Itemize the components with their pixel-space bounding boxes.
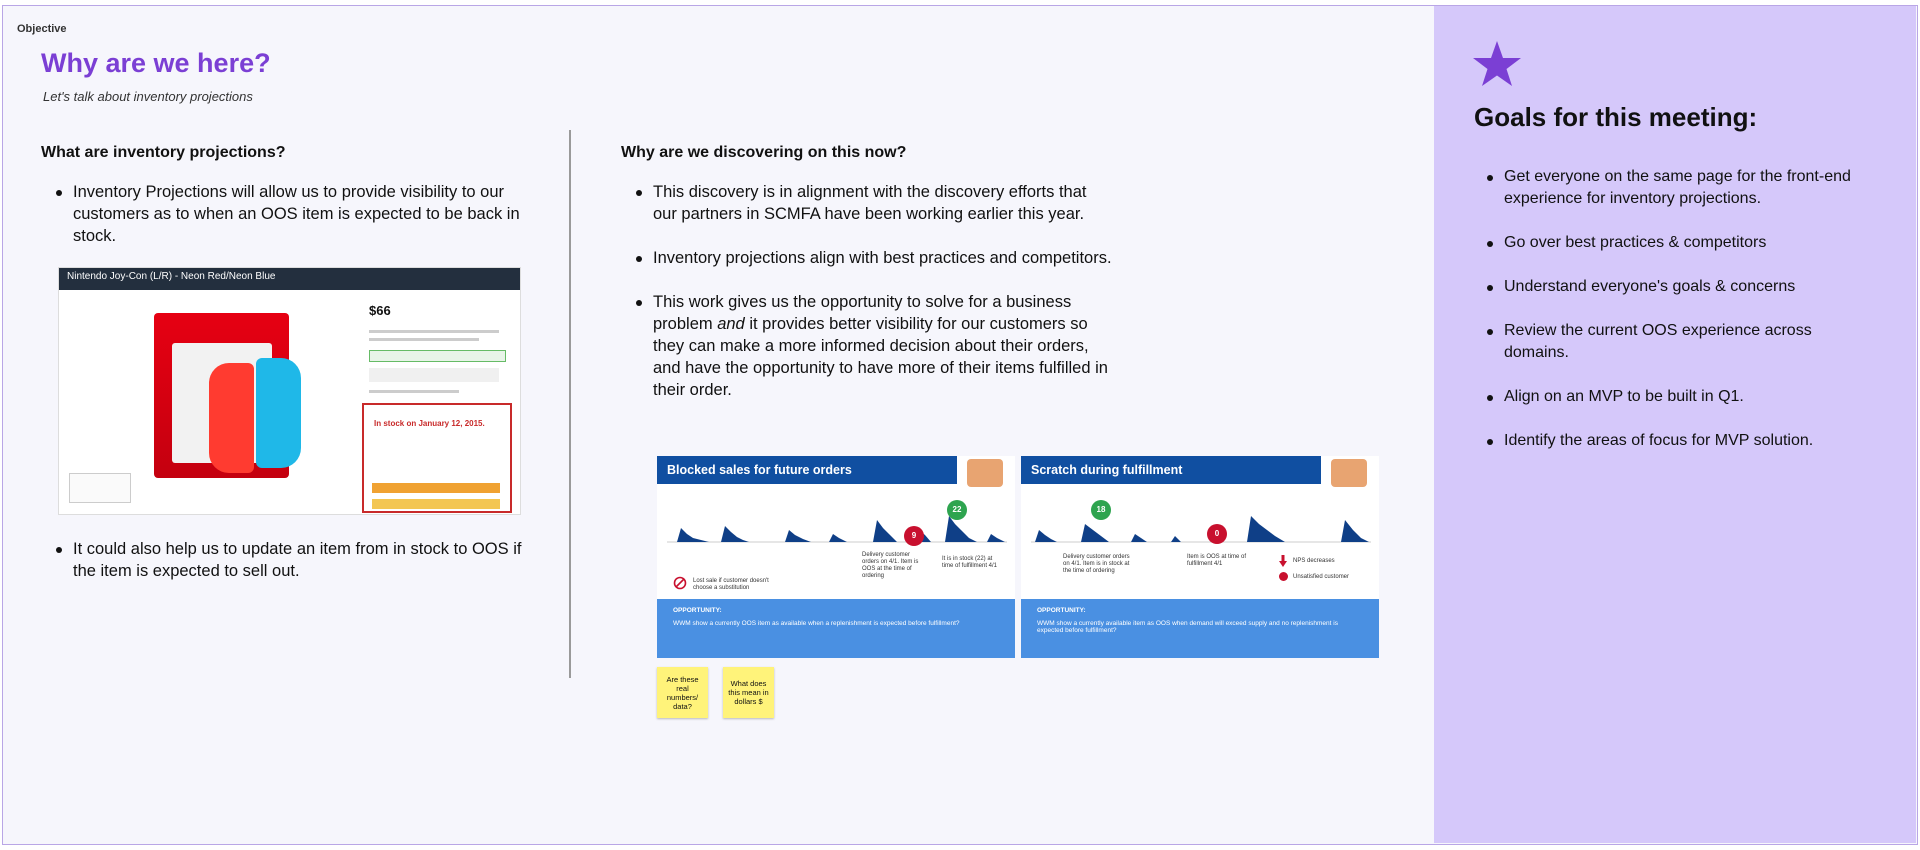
- slide-scratch-fulfillment[interactable]: [1021, 456, 1379, 658]
- left-bullet-list-2: [43, 538, 533, 582]
- buy-now-image: [372, 499, 500, 509]
- sticky-note[interactable]: Are these real numbers/ data?: [657, 667, 708, 718]
- product-page-screenshot: [58, 267, 521, 515]
- slide-title: Blocked sales for future orders: [657, 456, 957, 484]
- goal-item: Go over best practices & competitors: [1474, 232, 1874, 254]
- arrow-down-icon: [1279, 555, 1287, 567]
- slide-blocked-sales[interactable]: [657, 456, 1015, 658]
- joycon-red-image: [209, 363, 254, 473]
- slide-caption: It is in stock (22) at time of fulfillment 4/1: [942, 556, 998, 569]
- page-subtitle: Let's talk about inventory projections: [43, 89, 253, 104]
- goals-panel[interactable]: [1434, 6, 1916, 843]
- list-item: Inventory Projections will allow us to provide visibility to our customers as to when an OOS item is expected to be back in stock.: [43, 181, 533, 247]
- left-bullet-list: [43, 181, 533, 247]
- goals-list: [1474, 166, 1874, 474]
- left-heading: What are inventory projections?: [41, 144, 286, 161]
- stock-note: In stock on January 12, 2015.: [374, 419, 485, 428]
- count-bubble: 18: [1091, 500, 1111, 520]
- slide-caption: Delivery customer orders on 4/1. Item is in stock at the time of ordering: [1063, 554, 1130, 574]
- product-thumbnails: [69, 473, 131, 503]
- middle-bullet-list: [623, 181, 1113, 401]
- product-thumbnail-image: [967, 459, 1003, 487]
- slide-caption: Item is OOS at time of fulfillment 4/1: [1187, 554, 1247, 567]
- no-entry-icon: [673, 576, 687, 590]
- list-item: It could also help us to update an item from in stock to OOS if the item is expected to sell out.: [43, 538, 533, 582]
- list-item: This discovery is in alignment with the discovery efforts that our partners in SCMFA have been working earlier this year.: [623, 181, 1113, 225]
- joycon-blue-image: [256, 358, 301, 468]
- inventory-area-chart: [657, 490, 1015, 550]
- middle-heading: Why are we discovering on this now?: [621, 144, 907, 161]
- goal-item: Review the current OOS experience across domains.: [1474, 320, 1874, 364]
- slide-title: Scratch during fulfillment: [1021, 456, 1321, 484]
- count-bubble: 9: [904, 526, 924, 546]
- list-item: This work gives us the opportunity to solve for a business problem and it provides better visibility for our customers so they can make a more informed decision about their orders, and have the opportunity to have more of their items fulfilled in their order.: [623, 291, 1113, 401]
- count-bubble: 22: [947, 500, 967, 520]
- opportunity-label: OPPORTUNITY:: [673, 607, 722, 614]
- sticky-note[interactable]: What does this mean in dollars $: [723, 667, 774, 718]
- slide-caption: Delivery customer orders on 4/1. Item is OOS at the time of ordering: [862, 552, 919, 579]
- star-icon: [1472, 40, 1522, 88]
- opportunity-box: [1021, 599, 1379, 658]
- goal-item: Align on an MVP to be built in Q1.: [1474, 386, 1874, 408]
- goals-title: Goals for this meeting:: [1474, 102, 1758, 132]
- opportunity-box: [657, 599, 1015, 658]
- page-title: Why are we here?: [41, 48, 271, 78]
- opportunity-text: WWM show a currently available item as OOS when demand will exceed supply and no replenishment is expected before fulfillment?: [1037, 620, 1338, 634]
- unhappy-face-icon: [1279, 572, 1288, 581]
- goal-item: Understand everyone's goals & concerns: [1474, 276, 1874, 298]
- inventory-area-chart: [1021, 490, 1379, 550]
- slide-caption: NPS decreases: [1293, 558, 1335, 564]
- product-price: $66: [369, 303, 391, 318]
- goal-item: Get everyone on the same page for the front-end experience for inventory projections.: [1474, 166, 1874, 210]
- product-title: Nintendo Joy-Con (L/R) - Neon Red/Neon Blue: [59, 268, 520, 290]
- stock-info-box: [362, 403, 512, 513]
- add-to-cart-image: [372, 483, 500, 493]
- count-bubble: 0: [1207, 524, 1227, 544]
- slide-caption: Unsatisfied customer: [1293, 574, 1350, 580]
- slide-caption: Lost sale if customer doesn't choose a substitution: [693, 578, 769, 591]
- product-thumbnail-image: [1331, 459, 1367, 487]
- list-item: Inventory projections align with best practices and competitors.: [623, 247, 1113, 269]
- frame-label: Objective: [17, 23, 67, 35]
- goal-item: Identify the areas of focus for MVP solution.: [1474, 430, 1874, 452]
- opportunity-label: OPPORTUNITY:: [1037, 607, 1086, 614]
- column-divider: [569, 130, 571, 678]
- opportunity-text: WWM show a currently OOS item as available when a replenishment is expected before fulfillment?: [673, 620, 960, 627]
